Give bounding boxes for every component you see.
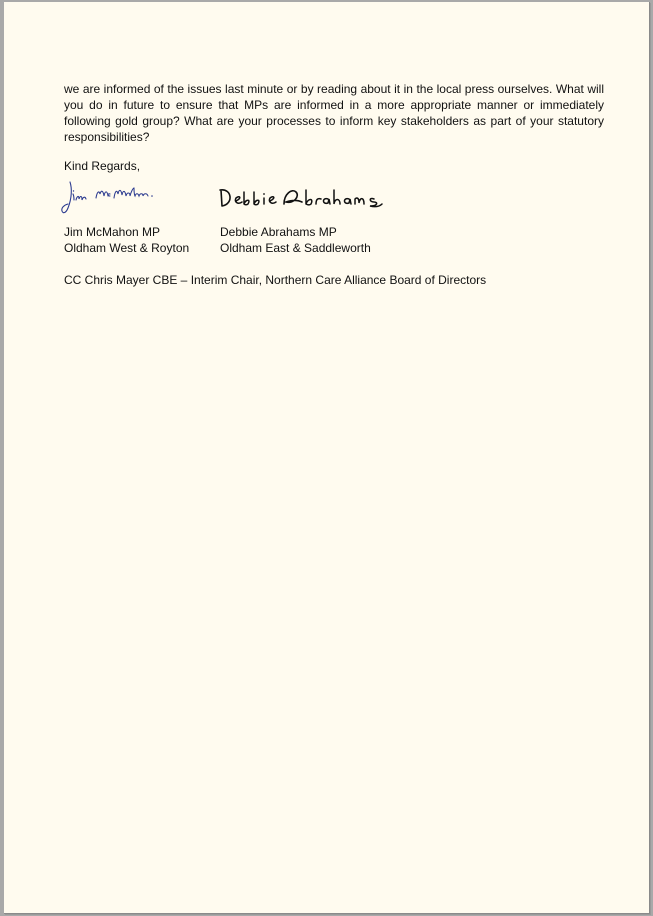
signature-jim-mcmahon bbox=[60, 178, 164, 218]
letter-content bbox=[64, 81, 604, 288]
signatory-constituency: Oldham East & Saddleworth bbox=[220, 241, 371, 255]
signatory-name: Debbie Abrahams MP bbox=[220, 225, 337, 239]
cc-line: CC Chris Mayer CBE – Interim Chair, Northern Care Alliance Board of Directors bbox=[64, 273, 487, 287]
signatory-constituency: Oldham West & Royton bbox=[64, 241, 190, 255]
signatory-jim-mcmahon bbox=[64, 224, 189, 256]
signatory-name: Jim McMahon MP bbox=[64, 225, 161, 239]
body-paragraph: we are informed of the issues last minute or by reading about it in the local press ourselves. What will you do in future to ensure that MPs are informed in a more appropriate manner or immediately following gold group? What are your processes to inform key stakeholders as part of your statutory responsibilities? bbox=[64, 82, 604, 144]
letter-page bbox=[4, 2, 650, 914]
signatures-row bbox=[64, 178, 604, 224]
closing-salutation: Kind Regards, bbox=[64, 159, 141, 173]
signature-debbie-abrahams bbox=[218, 184, 383, 214]
signatory-debbie-abrahams bbox=[220, 224, 371, 256]
signatories-block bbox=[64, 224, 604, 258]
